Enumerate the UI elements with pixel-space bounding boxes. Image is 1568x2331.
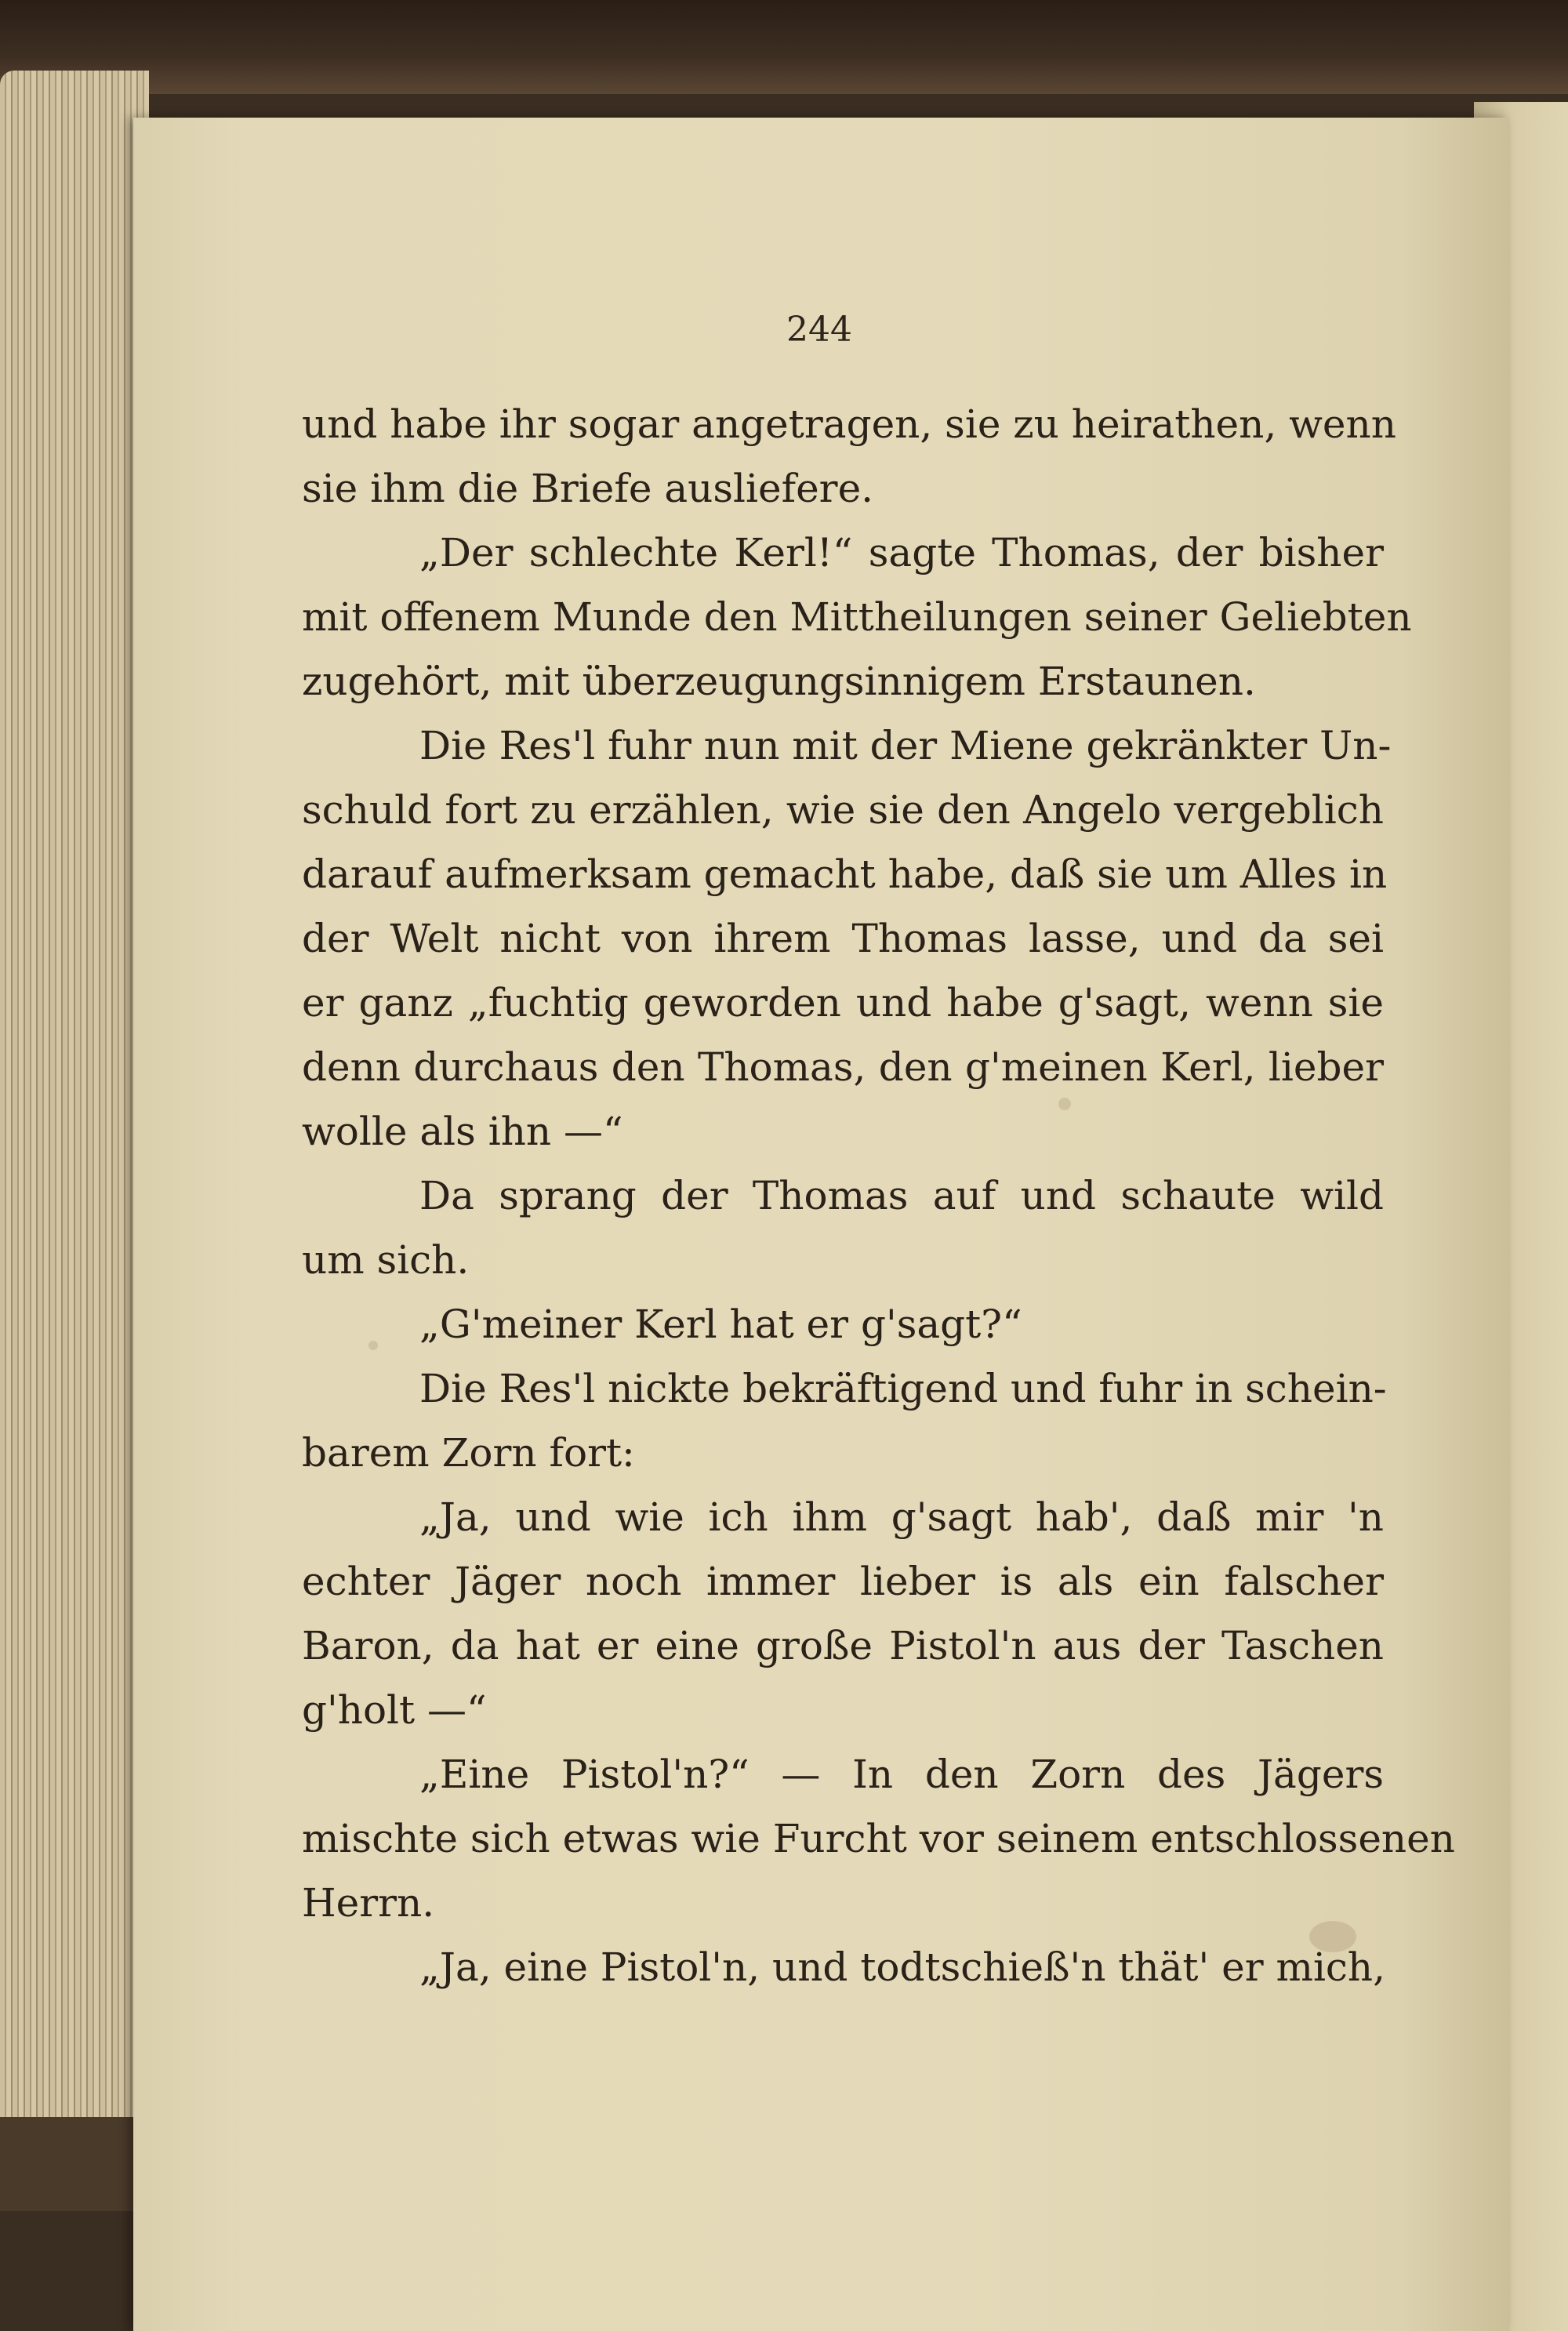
text-line: „Der schlechte Kerl!“ sagte Thomas, der bisher	[419, 530, 1384, 575]
text-line: „Ja, eine Pistol'n, und todtschieß'n thät' er mich,	[419, 1944, 1386, 1990]
text-line: sie ihm die Briefe ausliefere.	[302, 466, 874, 511]
text-line: denn durchaus den Thomas, den g'meinen Kerl, lieber	[302, 1044, 1384, 1090]
text-line: wolle als ihn —“	[302, 1109, 623, 1154]
text-line: zugehört, mit überzeugungsinnigem Erstaunen.	[302, 659, 1256, 704]
text-line: Die Res'l fuhr nun mit der Miene gekränkter Un-	[419, 723, 1392, 768]
text-line: „Ja, und wie ich ihm g'sagt hab', daß mir 'n	[419, 1494, 1384, 1540]
page-number: 244	[786, 310, 852, 350]
text-line: Da sprang der Thomas auf und schaute wild	[419, 1173, 1384, 1218]
text-line: Herrn.	[302, 1880, 435, 1926]
text-line: mischte sich etwas wie Furcht vor seinem entschlossenen	[302, 1816, 1455, 1861]
text-line: Die Res'l nickte bekräftigend und fuhr in schein-	[419, 1366, 1387, 1411]
text-line: und habe ihr sogar angetragen, sie zu heirathen, wenn	[302, 401, 1396, 447]
text-line: „Eine Pistol'n?“ — In den Zorn des Jägers	[419, 1752, 1384, 1797]
text-line: darauf aufmerksam gemacht habe, daß sie um Alles in	[302, 851, 1388, 897]
text-line: Baron, da hat er eine große Pistol'n aus der Taschen	[302, 1623, 1384, 1668]
text-line: schuld fort zu erzählen, wie sie den Angelo vergeblich	[302, 787, 1384, 833]
text-line: echter Jäger noch immer lieber is als ein falscher	[302, 1559, 1384, 1604]
text-line: mit offenem Munde den Mittheilungen seiner Geliebten	[302, 594, 1412, 640]
text-line: barem Zorn fort:	[302, 1430, 635, 1476]
text-line: um sich.	[302, 1237, 470, 1283]
text-line: „G'meiner Kerl hat er g'sagt?“	[419, 1302, 1022, 1347]
text-line: er ganz „fuchtig geworden und habe g'sagt, wenn sie	[302, 980, 1384, 1026]
book-cover-top	[0, 0, 1568, 94]
page-edges-stack	[0, 71, 149, 2188]
page-body-text	[302, 392, 1455, 1999]
text-line: g'holt —“	[302, 1687, 487, 1733]
text-line: der Welt nicht von ihrem Thomas lasse, und da sei	[302, 916, 1384, 961]
